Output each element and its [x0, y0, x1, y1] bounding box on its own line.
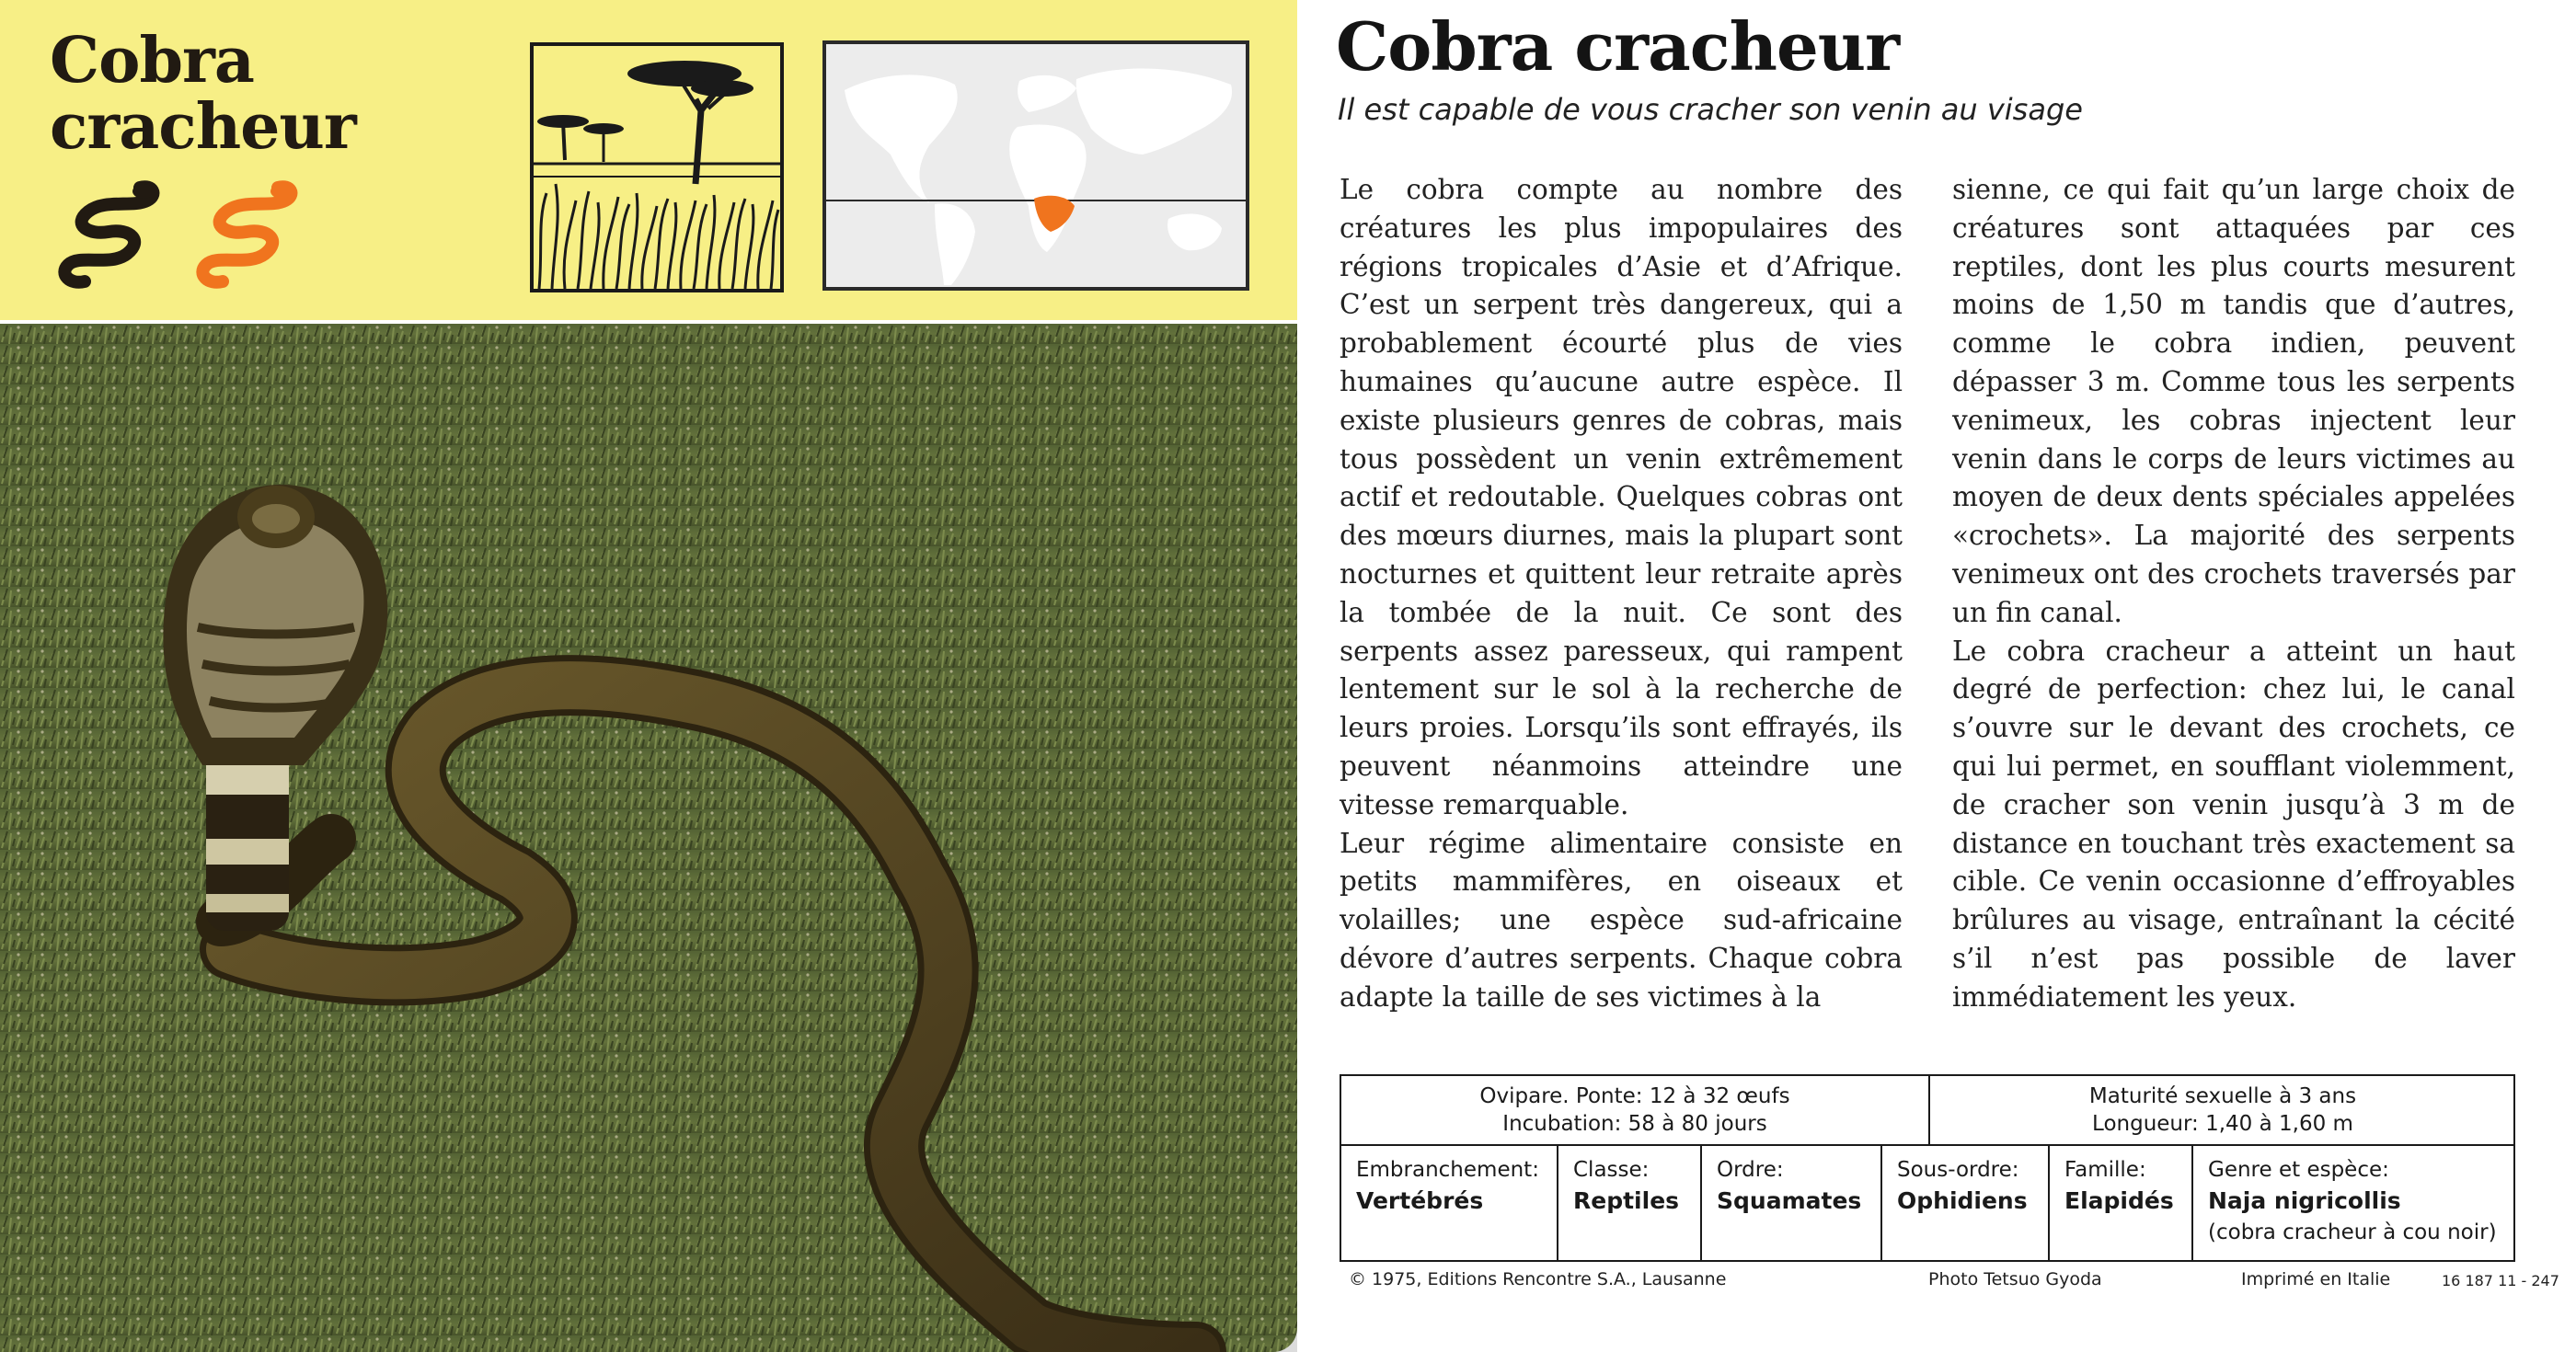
- printed-in: Imprimé en Italie: [2241, 1269, 2391, 1289]
- facts-summary-row: [1341, 1076, 2513, 1146]
- back-title: Cobra cracheur: [1336, 7, 1900, 86]
- back-subtitle: Il est capable de vous cracher son venin au visage: [1338, 92, 2083, 127]
- taxonomy-cell-embranchement: [1341, 1146, 1558, 1262]
- taxonomy-value: Squamates: [1717, 1187, 1862, 1214]
- front-title-line2: cracheur: [50, 90, 356, 164]
- taxonomy-value: Naja nigricollis: [2208, 1187, 2401, 1214]
- card-back: [1297, 0, 2576, 1352]
- taxonomy-label: Classe:: [1573, 1158, 1650, 1182]
- fact-line: Longueur: 1,40 à 1,60 m: [2092, 1112, 2353, 1136]
- front-title: [50, 24, 356, 164]
- world-map-icon: [826, 44, 1246, 287]
- fact-line: Incubation: 58 à 80 jours: [1502, 1112, 1767, 1136]
- taxonomy-label: Embranchement:: [1356, 1158, 1539, 1182]
- front-title-line1: Cobra: [50, 24, 254, 97]
- cobra-photo-icon: [0, 324, 1297, 1352]
- taxonomy-value: Elapidés: [2064, 1187, 2174, 1214]
- snake-dark-icon: [52, 175, 160, 292]
- photo-credit: Photo Tetsuo Gyoda: [1928, 1269, 2102, 1289]
- savanna-habitat-icon: [534, 46, 780, 289]
- cobra-photograph: [0, 324, 1297, 1352]
- text-column-right: [1952, 171, 2515, 1017]
- paragraph: Leur régime alimentaire consiste en petits mammifères, en oiseaux et volailles; une espèce sud-africaine dévore d’autres serpents. Chaque cobra adapte la taille de ses victimes à la: [1340, 827, 1903, 1013]
- taxonomy-label: Genre et espèce:: [2208, 1158, 2389, 1182]
- taxonomy-cell-famille: [2050, 1146, 2193, 1262]
- taxonomy-label: Sous-ordre:: [1897, 1158, 2019, 1182]
- taxonomy-cell-genre-espece: [2193, 1146, 2513, 1262]
- taxonomy-label: Famille:: [2064, 1158, 2146, 1182]
- taxonomy-cell-classe: [1558, 1146, 1702, 1262]
- taxonomy-row: [1341, 1146, 2513, 1262]
- taxonomy-cell-sous-ordre: [1882, 1146, 2050, 1262]
- facts-table: [1340, 1074, 2515, 1262]
- taxonomy-label: Ordre:: [1717, 1158, 1784, 1182]
- reproduction-facts: [1341, 1076, 1930, 1144]
- paragraph: Le cobra compte au nombre des créatures les plus impopulaires des régions tropicales d’Asie et d’Afrique. C’est un serpent très dangereux, qui a probablement écourté plus de vies humaines qu’aucune autre espèce. Il existe plusieurs genres de cobras, mais tous possèdent un venin extrêmement actif et redoutable. Quelques cobras ont des mœurs diurnes, mais la plupart sont nocturnes et quittent leur retraite après la tombée de la nuit. Ce sont des serpents assez paresseux, qui rampent lentement sur le sol à la recherche de leurs proies. Lorsqu’ils sont effrayés, ils peuvent néanmoins atteindre une vitesse remarquable.: [1340, 174, 1903, 820]
- taxonomy-note: (cobra cracheur à cou noir): [2208, 1220, 2497, 1244]
- footer: [1340, 1269, 2559, 1297]
- paragraph: Le cobra cracheur a atteint un haut degré de perfection: chez lui, le canal s’ouvre sur le devant des crochets, ce qui lui permet, en soufflant violemment, de cracher son venin jusqu’à 3 m de distance en touchant très exactement sa cible. Ce venin occasionne d’effroyables brûlures au visage, entraînant la cécité s’il n’est pas possible de laver immédiatement les yeux.: [1952, 635, 2515, 1013]
- copyright: © 1975, Editions Rencontre S.A., Lausanne: [1349, 1269, 1727, 1289]
- size-facts: [1930, 1076, 2515, 1144]
- fact-line: Ovipare. Ponte: 12 à 32 œufs: [1479, 1084, 1790, 1108]
- habitat-illustration: [530, 42, 784, 292]
- text-column-left: [1340, 171, 1903, 1017]
- taxonomy-value: Ophidiens: [1897, 1187, 2028, 1214]
- taxonomy-cell-ordre: [1702, 1146, 1882, 1262]
- taxonomy-value: Vertébrés: [1356, 1187, 1484, 1214]
- fact-line: Maturité sexuelle à 3 ans: [2088, 1084, 2357, 1108]
- distribution-map: [822, 40, 1249, 291]
- paragraph: sienne, ce qui fait qu’un large choix de créatures sont attaquées par ces reptiles, dont les plus courts mesurent moins de 1,50 m tandis que d’autres, comme le cobra indien, peuvent dépasser 3 m. Comme tous les serpents venimeux, les cobras injectent leur venin dans le corps de leurs victimes au moyen de deux dents spéciales appelées «crochets». La majorité des serpents venimeux ont des crochets traversés par un fin canal.: [1952, 174, 2515, 628]
- taxonomy-value: Reptiles: [1573, 1187, 1680, 1214]
- snake-orange-icon: [190, 175, 298, 292]
- reference-number: 16 187 11 - 247: [2442, 1272, 2559, 1289]
